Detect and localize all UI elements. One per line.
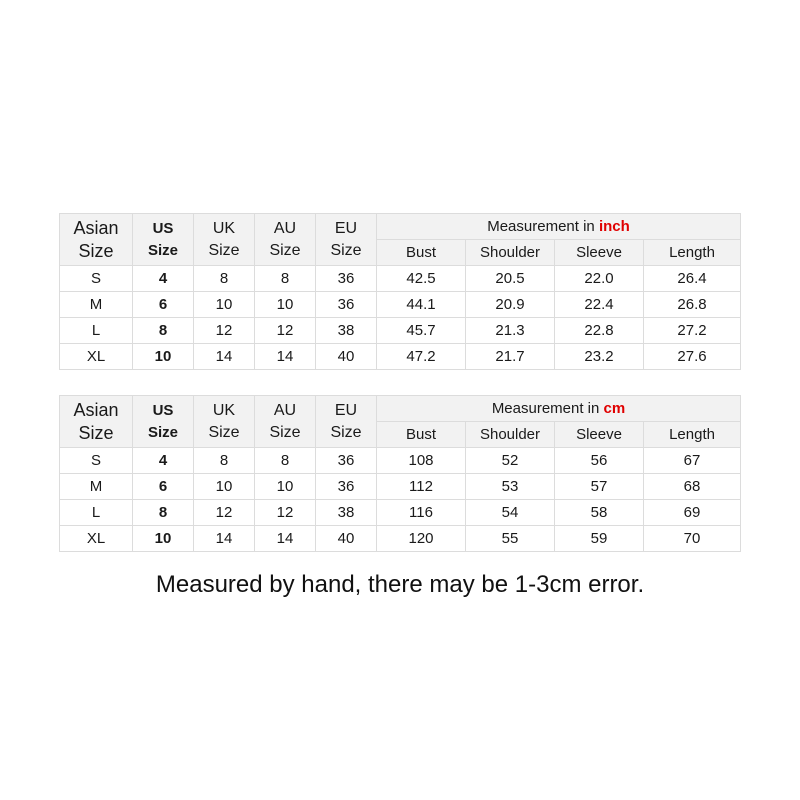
table-cell: 14 <box>255 344 316 370</box>
us-size-header: US Size <box>133 214 194 266</box>
uk-size-header: UK Size <box>194 396 255 448</box>
asian-size-header: Asian Size <box>60 396 133 448</box>
table-cell: 38 <box>316 318 377 344</box>
shoulder-header: Shoulder <box>466 240 555 266</box>
table-cell: 8 <box>133 318 194 344</box>
table-cell: 27.6 <box>644 344 741 370</box>
table-cell: 52 <box>466 448 555 474</box>
table-cell: 10 <box>133 526 194 552</box>
bust-header: Bust <box>377 240 466 266</box>
inch-size-table <box>59 213 741 370</box>
bust-header: Bust <box>377 422 466 448</box>
table-cell: 40 <box>316 344 377 370</box>
table-row <box>60 292 741 318</box>
table-cell: 54 <box>466 500 555 526</box>
measurement-note: Measured by hand, there may be 1-3cm error. <box>155 571 645 598</box>
table-cell: 120 <box>377 526 466 552</box>
table-cell: 6 <box>133 292 194 318</box>
table-cell: 108 <box>377 448 466 474</box>
table-cell: 6 <box>133 474 194 500</box>
table-cell: 26.4 <box>644 266 741 292</box>
measurement-header: Measurement in inch <box>377 214 741 240</box>
shoulder-header: Shoulder <box>466 422 555 448</box>
sleeve-header: Sleeve <box>555 422 644 448</box>
measurement-header: Measurement in cm <box>377 396 741 422</box>
au-size-header: AU Size <box>255 396 316 448</box>
table-cell: 4 <box>133 448 194 474</box>
table-cell: 116 <box>377 500 466 526</box>
table-cell: 8 <box>255 266 316 292</box>
table-cell: 22.8 <box>555 318 644 344</box>
table-row <box>60 500 741 526</box>
table-cell: 10 <box>255 292 316 318</box>
table-cell: L <box>60 500 133 526</box>
table-row <box>60 474 741 500</box>
table-cell: 10 <box>194 474 255 500</box>
table-cell: 8 <box>133 500 194 526</box>
uk-size-header: UK Size <box>194 214 255 266</box>
eu-size-header: EU Size <box>316 214 377 266</box>
table-row <box>60 344 741 370</box>
table-cell: 14 <box>255 526 316 552</box>
unit-label: inch <box>598 218 630 235</box>
table-cell: 12 <box>255 500 316 526</box>
table-cell: XL <box>60 344 133 370</box>
table-cell: 42.5 <box>377 266 466 292</box>
table-cell: 67 <box>644 448 741 474</box>
table-cell: S <box>60 266 133 292</box>
table-cell: 21.3 <box>466 318 555 344</box>
table-cell: 26.8 <box>644 292 741 318</box>
us-size-header: US Size <box>133 396 194 448</box>
table-cell: 36 <box>316 448 377 474</box>
table-cell: 70 <box>644 526 741 552</box>
table-cell: 21.7 <box>466 344 555 370</box>
table-cell: 40 <box>316 526 377 552</box>
table-cell: 38 <box>316 500 377 526</box>
table-cell: 4 <box>133 266 194 292</box>
table-cell: 68 <box>644 474 741 500</box>
table-cell: 69 <box>644 500 741 526</box>
sleeve-header: Sleeve <box>555 240 644 266</box>
table-cell: 8 <box>194 448 255 474</box>
table-cell: 36 <box>316 474 377 500</box>
table-cell: 55 <box>466 526 555 552</box>
table-cell: 20.9 <box>466 292 555 318</box>
asian-size-header: Asian Size <box>60 214 133 266</box>
table-cell: 22.0 <box>555 266 644 292</box>
header-row <box>60 214 741 240</box>
cm-size-table <box>59 395 741 552</box>
table-row <box>60 318 741 344</box>
table-cell: 47.2 <box>377 344 466 370</box>
table-cell: 10 <box>255 474 316 500</box>
table-row <box>60 526 741 552</box>
table-cell: 12 <box>255 318 316 344</box>
table-cell: 36 <box>316 292 377 318</box>
table-row <box>60 266 741 292</box>
table-cell: 20.5 <box>466 266 555 292</box>
au-size-header: AU Size <box>255 214 316 266</box>
table-cell: 10 <box>194 292 255 318</box>
eu-size-header: EU Size <box>316 396 377 448</box>
table-cell: L <box>60 318 133 344</box>
table-cell: 59 <box>555 526 644 552</box>
table-row <box>60 448 741 474</box>
table-cell: 22.4 <box>555 292 644 318</box>
table-cell: 57 <box>555 474 644 500</box>
length-header: Length <box>644 240 741 266</box>
table-cell: 58 <box>555 500 644 526</box>
table-cell: 10 <box>133 344 194 370</box>
table-cell: 23.2 <box>555 344 644 370</box>
table-cell: 14 <box>194 344 255 370</box>
table-cell: 53 <box>466 474 555 500</box>
table-cell: 14 <box>194 526 255 552</box>
table-cell: 112 <box>377 474 466 500</box>
table-cell: 12 <box>194 318 255 344</box>
table-cell: 44.1 <box>377 292 466 318</box>
table-cell: M <box>60 474 133 500</box>
table-cell: XL <box>60 526 133 552</box>
length-header: Length <box>644 422 741 448</box>
header-row <box>60 396 741 422</box>
table-cell: 8 <box>194 266 255 292</box>
table-cell: M <box>60 292 133 318</box>
table-cell: 12 <box>194 500 255 526</box>
table-cell: 56 <box>555 448 644 474</box>
table-cell: 27.2 <box>644 318 741 344</box>
table-cell: 8 <box>255 448 316 474</box>
table-cell: 45.7 <box>377 318 466 344</box>
unit-label: cm <box>603 400 626 417</box>
table-cell: S <box>60 448 133 474</box>
table-cell: 36 <box>316 266 377 292</box>
